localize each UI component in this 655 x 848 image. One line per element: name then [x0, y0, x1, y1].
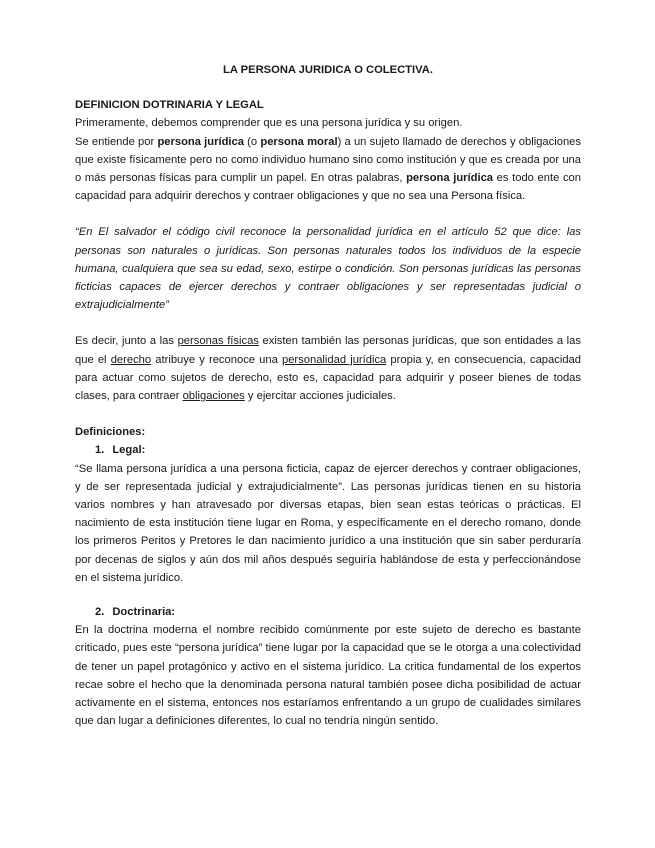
document-title: LA PERSONA JURIDICA O COLECTIVA.	[223, 64, 433, 76]
definition-doctrinaria-text: En la doctrina moderna el nombre recibido comúnmente por este sujeto de derecho es bastante criticado, pues este “persona jurídica” tiene lugar por la capacidad que se le otorga a una colectividad de tener un papel protagónico y activo en el sistema jurídico. La critica fundamental de los expertos recae sobre el hecho que la denominada persona natural también posee dicha posibilidad de actuar activamente en el sistema, entonces nos estaríamos enfrentando a un grupo de cualidades similares que dan lugar a definiciones diferentes, lo cual no tendría ningún sentido.	[75, 624, 581, 728]
link-personas-fisicas[interactable]: personas físicas	[177, 335, 259, 348]
bold-term: persona jurídica	[406, 172, 494, 185]
link-derecho[interactable]: derecho	[110, 353, 152, 366]
paragraph-es-decir	[75, 332, 581, 405]
text-run: atribuye y reconoce una	[151, 353, 282, 366]
document-body	[75, 61, 581, 731]
list-label: Doctrinaria:	[112, 606, 176, 619]
list-number: 1.	[95, 444, 105, 457]
list-number: 2.	[95, 606, 105, 619]
bold-term: persona moral	[260, 135, 338, 148]
link-personalidad-juridica[interactable]: personalidad jurídica	[281, 353, 387, 366]
text-run: ) a un sujeto llamado de derechos y obligaciones que existe físicamente pero no como individuo humano sino como institución y que es creada por una o más personas físicas para cumplir un papel. En otras palabras,	[75, 135, 581, 185]
definitions-heading: Definiciones:	[75, 426, 146, 439]
text-run: propia y, en consecuencia, capacidad para actuar como sujetos de derecho, esto es, capacidad para adquirir y poseer bienes de todas clases, para contraer	[75, 353, 581, 403]
text-run: existen también las personas jurídicas, que son entidades a las que el	[75, 335, 581, 366]
spacer	[75, 587, 581, 603]
paragraph-intro: Primeramente, debemos comprender que es una persona jurídica y su origen.	[75, 117, 463, 130]
text-run: Se entiende por	[75, 135, 158, 148]
text-run: y ejercitar acciones judiciales.	[244, 390, 396, 403]
bold-term: persona jurídica	[157, 135, 244, 148]
text-run: Es decir, junto a las	[75, 335, 178, 348]
definition-legal-text: “Se llama persona jurídica a una persona ficticia, capaz de ejercer derechos y contraer obligaciones, y de ser representada judicial y extrajudicialmente”. Las personas jurídicas tienen en su historia varios nombres y han atravesado por diversas etapas, bien sean estas teóricas o prácticas. El nacimiento de esta institución tiene lugar en Roma, y específicamente en el derecho romano, donde los primeros Peritos y Pretores le dan nacimiento jurídico a una institución que sin saber perduraría por decenas de siglos y aún dos mil años después seguiría hablándose de esta y perfeccionándose en el sistema jurídico.	[75, 462, 581, 584]
text-run: (o	[243, 135, 261, 148]
paragraph-definition	[75, 133, 581, 206]
spacer	[75, 314, 581, 332]
list-label: Legal:	[112, 444, 146, 457]
section-heading: DEFINICION DOTRINARIA Y LEGAL	[75, 99, 264, 112]
link-obligaciones[interactable]: obligaciones	[182, 390, 245, 403]
definition-legal-heading	[75, 441, 581, 459]
text-run: es todo ente con capacidad para adquirir derechos y contraer obligaciones y que no sea una Persona física.	[75, 172, 581, 203]
quote-codigo-civil: “En El salvador el código civil reconoce la personalidad jurídica en el artículo 52 que dice: las personas son naturales o jurídicas. Son personas naturales todos los individuos de la especie humana, cualquiera que sea su edad, sexo, estirpe o condición. Son personas jurídicas las personas ficticias capaces de ejercer derechos y contraer obligaciones y ser representadas judicial o extrajudicialmente”	[75, 226, 581, 312]
definition-doctrinaria-heading	[75, 603, 581, 621]
